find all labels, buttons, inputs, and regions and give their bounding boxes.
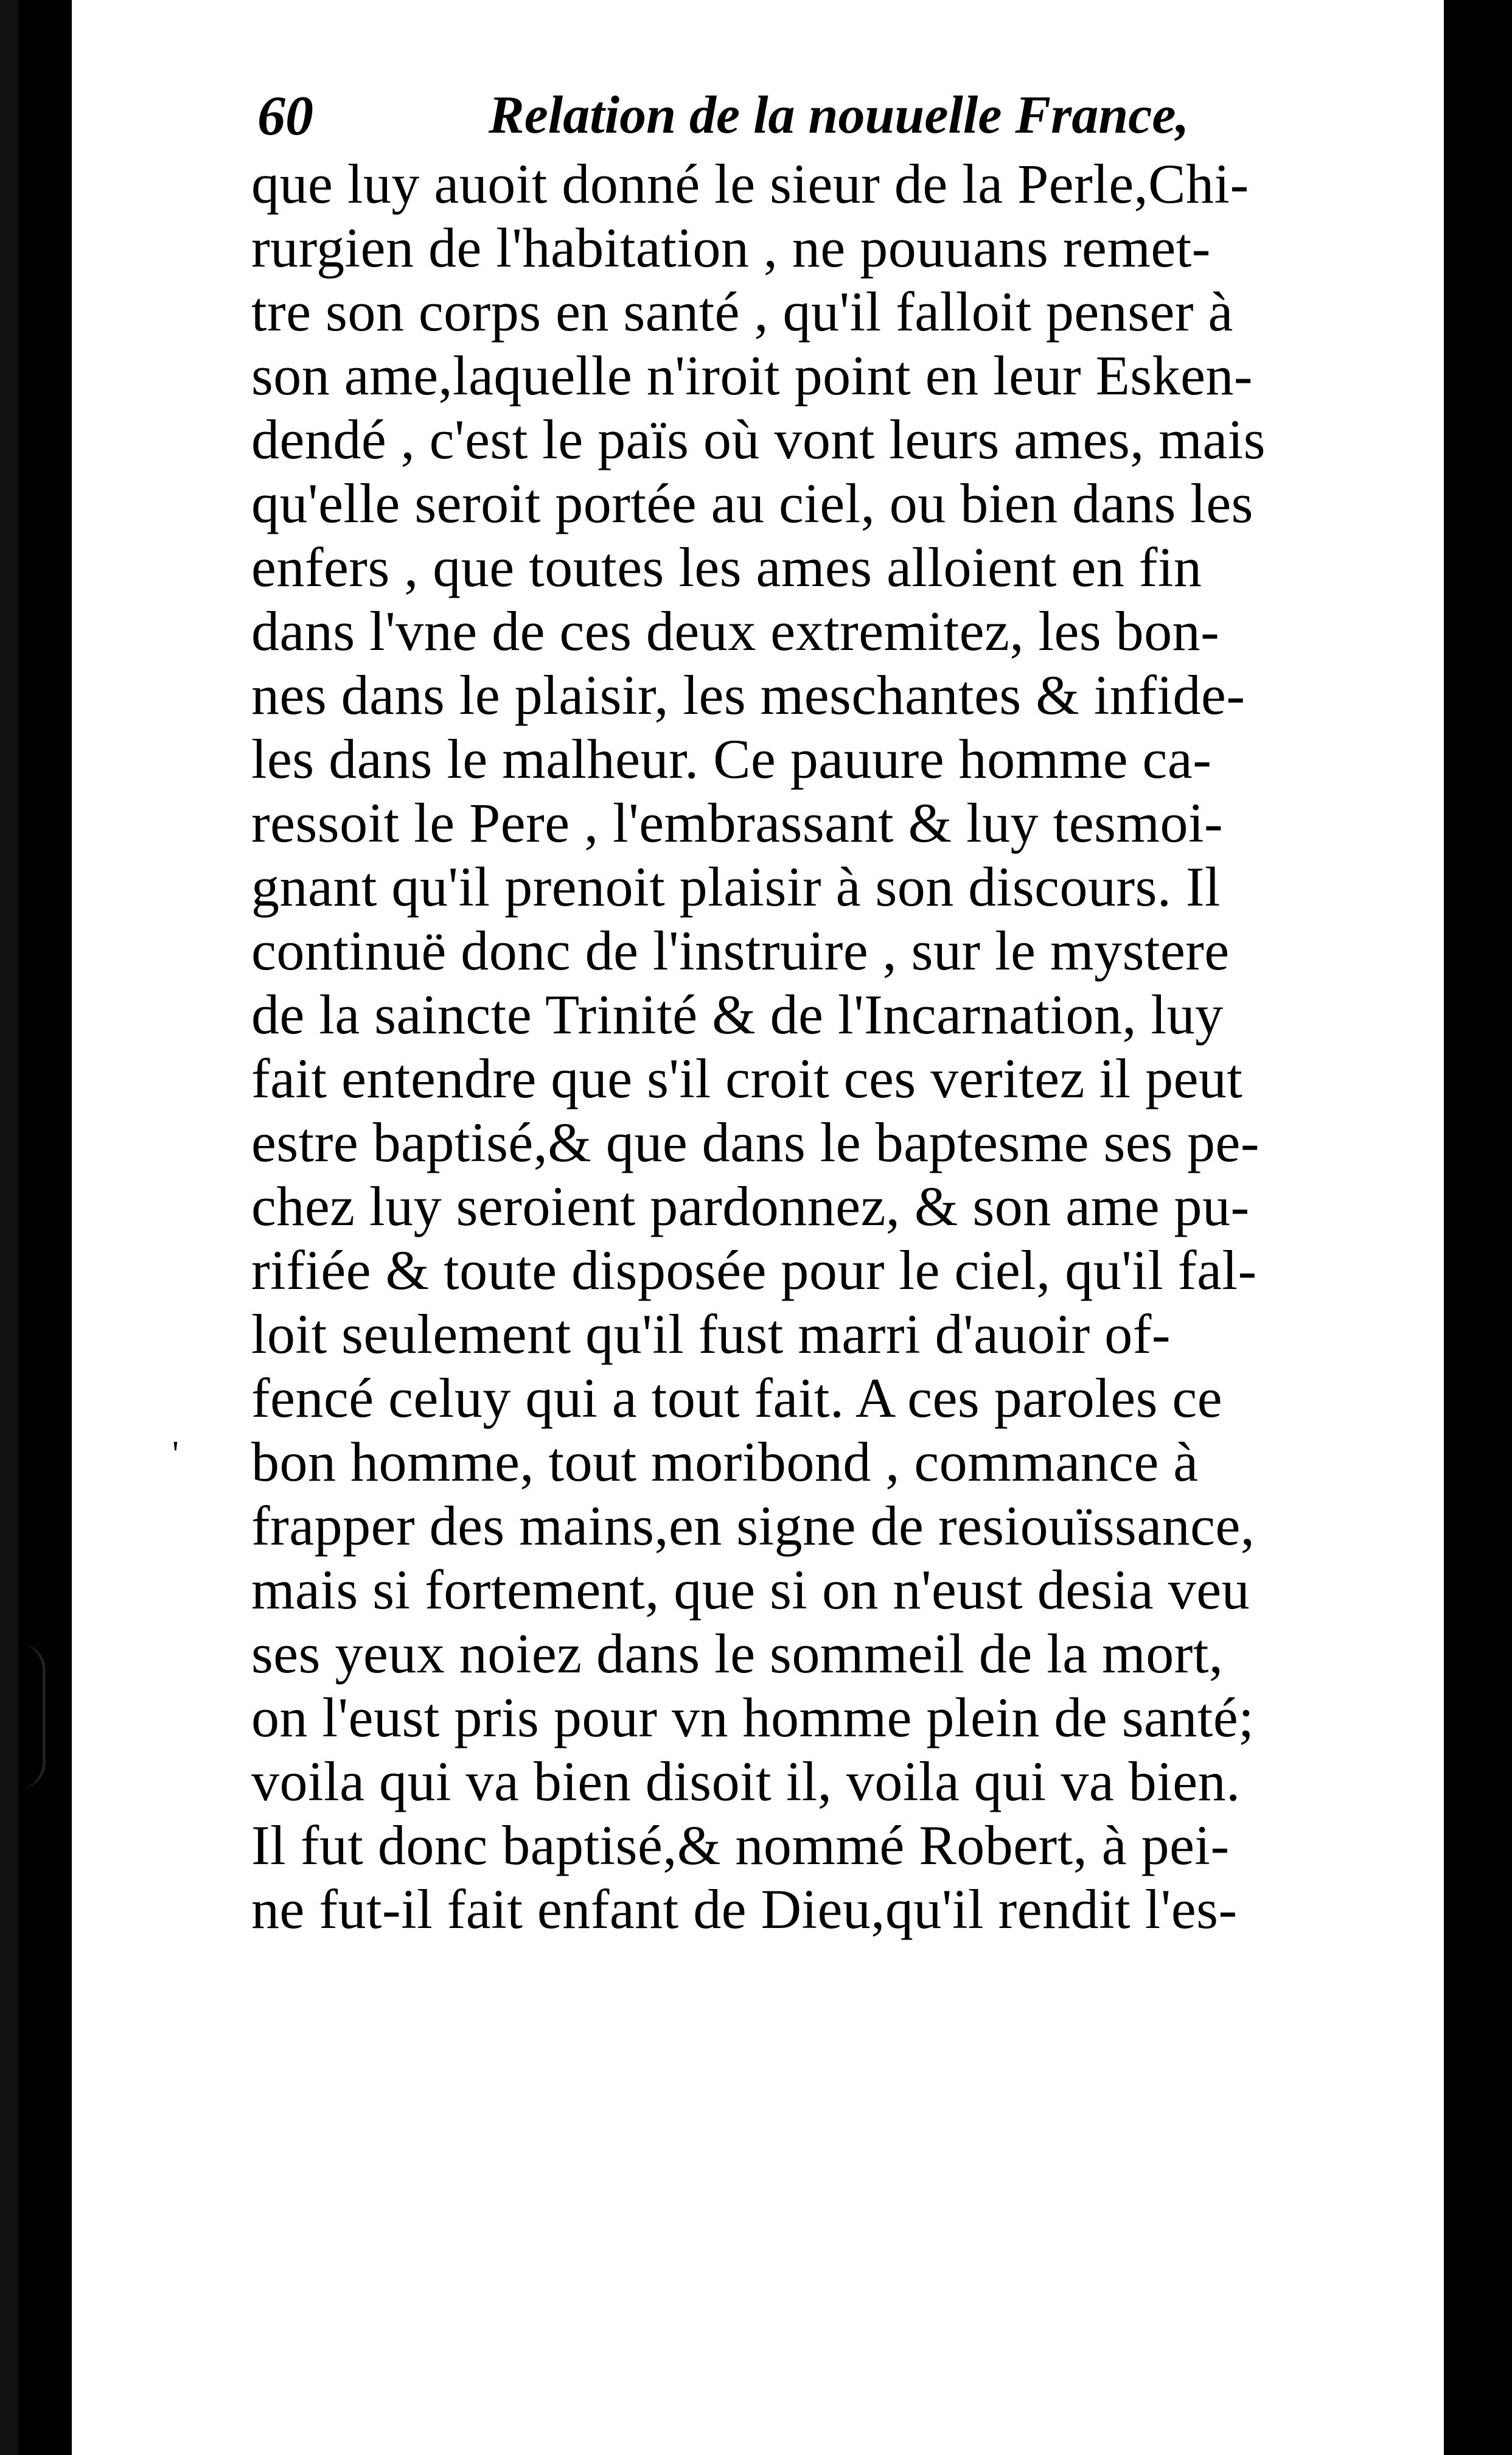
text-line: fencé celuy qui a tout fait. A ces paroles ce bbox=[251, 1367, 1223, 1429]
text-line: loit seulement qu'il fust marri d'auoir of- bbox=[251, 1303, 1171, 1365]
text-line: ne fut-il fait enfant de Dieu,qu'il rendit l'es- bbox=[251, 1878, 1238, 1940]
text-line: les dans le malheur. Ce pauure homme ca- bbox=[251, 728, 1212, 790]
book-page bbox=[72, 0, 1444, 2455]
text-line: tre son corps en santé , qu'il falloit penser à bbox=[251, 281, 1233, 343]
text-line: frapper des mains,en signe de resiouïssance, bbox=[251, 1495, 1255, 1557]
text-line: qu'elle seroit portée au ciel, ou bien dans les bbox=[251, 472, 1253, 534]
running-head bbox=[257, 82, 1322, 149]
text-line: mais si fortement, que si on n'eust desia veu bbox=[251, 1559, 1250, 1621]
left-scan-border bbox=[0, 0, 18, 2455]
text-line: dendé , c'est le païs où vont leurs ames, mais bbox=[251, 408, 1266, 470]
text-line: fait entendre que s'il croit ces veritez il peut bbox=[251, 1047, 1243, 1109]
text-line: gnant qu'il prenoit plaisir à son discours. Il bbox=[251, 856, 1221, 918]
text-line: chez luy seroient pardonnez, & son ame pu- bbox=[251, 1175, 1250, 1237]
right-scan-border bbox=[1454, 0, 1512, 2455]
text-line: Il fut donc baptisé,& nommé Robert, à pei- bbox=[251, 1814, 1230, 1876]
text-line: son ame,laquelle n'iroit point en leur Esken- bbox=[251, 344, 1253, 407]
margin-bracket-mark bbox=[18, 1643, 46, 1789]
text-line: continuë donc de l'instruire , sur le mystere bbox=[251, 920, 1230, 982]
page-content bbox=[72, 0, 1444, 2455]
text-line: on l'eust pris pour vn homme plein de santé; bbox=[251, 1686, 1255, 1748]
text-line: voila qui va bien disoit il, voila qui va bien. bbox=[251, 1750, 1241, 1812]
text-line: que luy auoit donné le sieur de la Perle,Chi- bbox=[251, 153, 1249, 215]
text-line: ressoit le Pere , l'embrassant & luy tesmoi- bbox=[251, 792, 1224, 854]
margin-mark: ' bbox=[172, 1434, 179, 1474]
text-line: bon homme, tout moribond , commance à bbox=[251, 1431, 1199, 1493]
text-line: estre baptisé,& que dans le baptesme ses pe- bbox=[251, 1111, 1260, 1173]
text-line: rifiée & toute disposée pour le ciel, qu'il fal- bbox=[251, 1239, 1257, 1301]
body-text bbox=[251, 152, 1444, 1941]
text-line: rurgien de l'habitation , ne pouuans remet- bbox=[251, 217, 1211, 279]
running-head-title: Relation de la nouuelle France, bbox=[489, 86, 1190, 145]
text-line: enfers , que toutes les ames alloient en fin bbox=[251, 536, 1202, 598]
text-line: dans l'vne de ces deux extremitez, les bon- bbox=[251, 600, 1220, 662]
text-line: de la saincte Trinité & de l'Incarnation, luy bbox=[251, 983, 1224, 1046]
page-number: 60 bbox=[257, 85, 313, 147]
text-line: nes dans le plaisir, les meschantes & infide- bbox=[251, 664, 1245, 726]
text-line: ses yeux noiez dans le sommeil de la mort, bbox=[251, 1622, 1224, 1685]
